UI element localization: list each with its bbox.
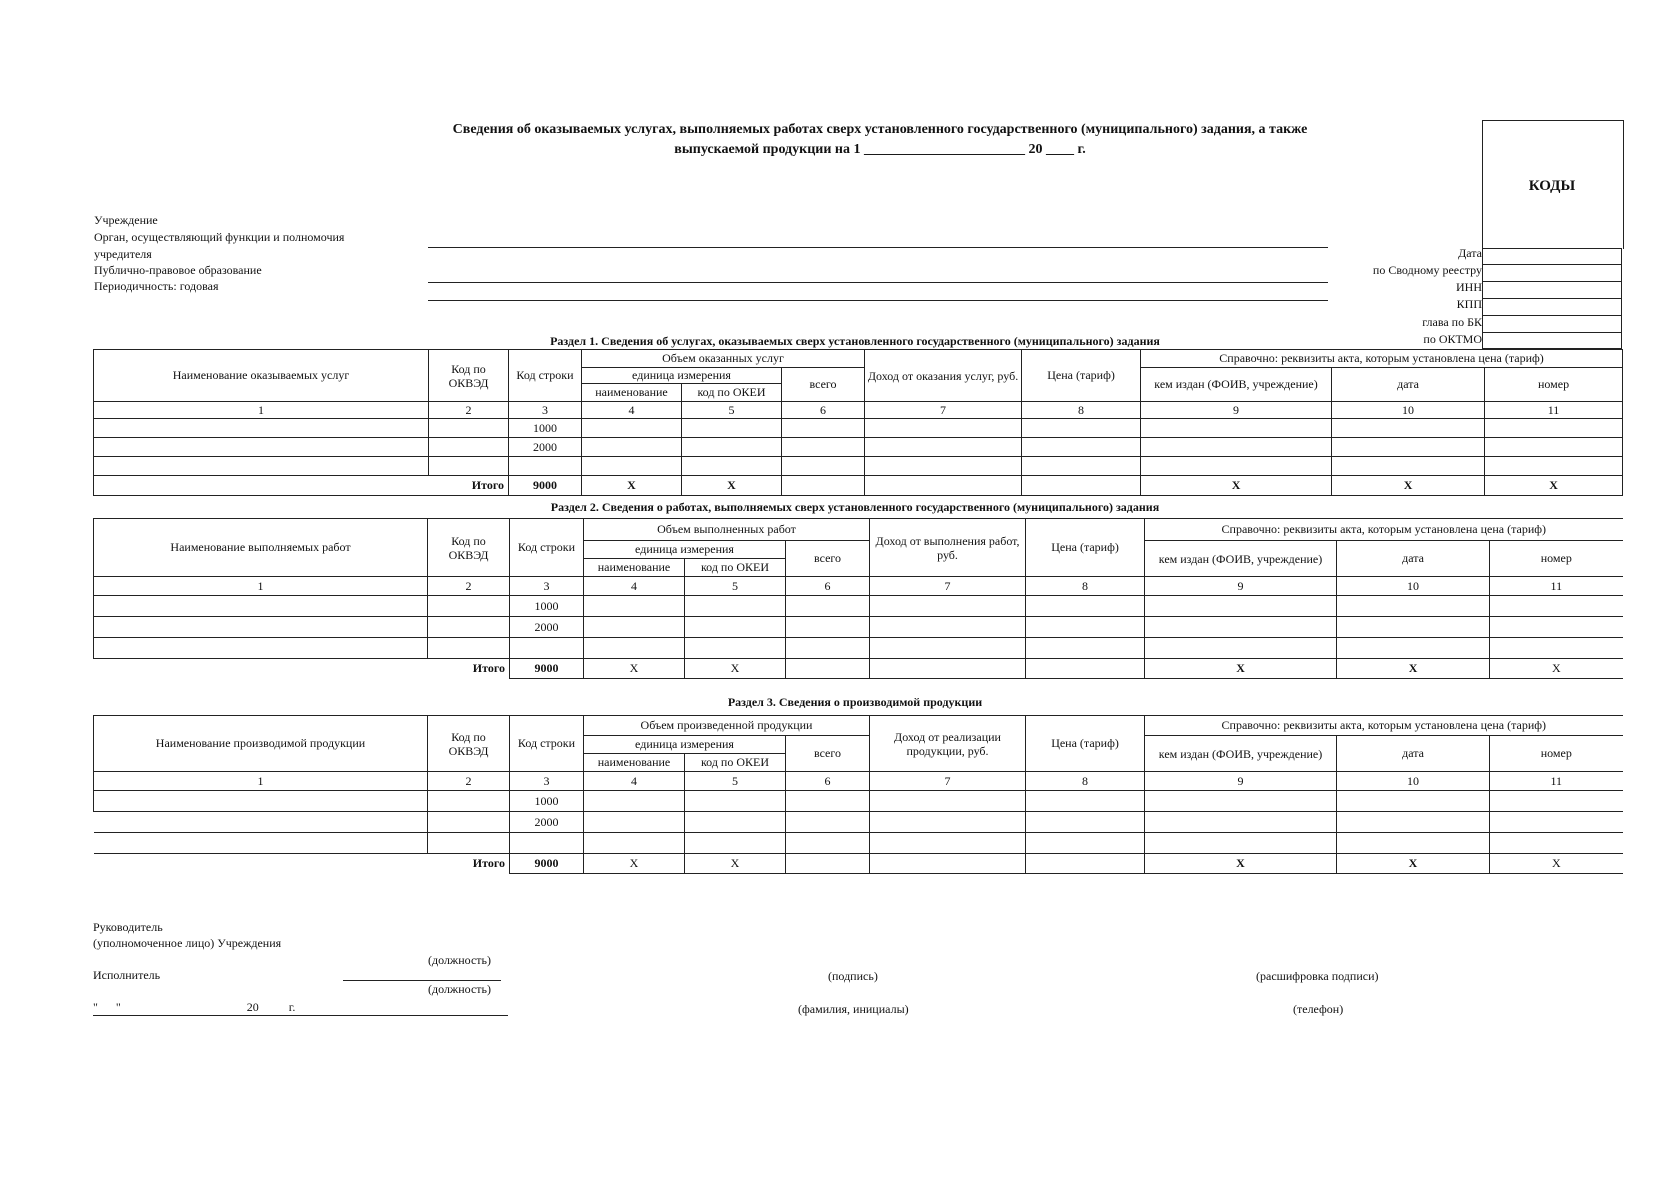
field-municipality: Публично-правовое образование	[94, 263, 262, 277]
data-cell[interactable]	[1026, 812, 1145, 833]
col-number: 9	[1145, 772, 1337, 791]
data-cell[interactable]	[870, 854, 1026, 874]
s3-col-row-code: Код строки	[510, 716, 584, 772]
data-cell[interactable]	[1485, 457, 1623, 476]
row-code: 2000	[510, 812, 584, 833]
data-cell[interactable]	[685, 812, 786, 833]
municipality-input-line[interactable]	[428, 282, 1328, 283]
data-cell[interactable]	[786, 596, 870, 617]
data-cell[interactable]	[1141, 457, 1332, 476]
s3-col-total: всего	[786, 736, 870, 772]
col-number: 10	[1337, 577, 1490, 596]
data-cell[interactable]	[682, 438, 782, 457]
data-cell[interactable]	[582, 419, 682, 438]
data-cell[interactable]	[1337, 596, 1490, 617]
data-cell[interactable]	[682, 419, 782, 438]
x-mark: X	[582, 476, 682, 496]
s3-col-unit: единица измерения	[584, 736, 786, 754]
code-cell-oktmo[interactable]	[1482, 333, 1622, 349]
data-cell[interactable]	[429, 438, 509, 457]
col-number: 8	[1022, 402, 1141, 419]
col-number: 7	[865, 402, 1022, 419]
s3-col-name: Наименование производимой продукции	[94, 716, 428, 772]
code-label-kpp: КПП	[1456, 297, 1482, 311]
data-cell[interactable]	[1337, 833, 1490, 854]
s1-col-okved: Код по ОКВЭД	[429, 350, 509, 402]
data-cell[interactable]	[1026, 791, 1145, 812]
s2-col-volume: Объем выполненных работ	[584, 519, 870, 541]
data-cell[interactable]	[428, 812, 510, 833]
s3-col-number: номер	[1490, 736, 1623, 772]
head-label-2: (уполномоченное лицо) Учреждения	[93, 936, 282, 950]
col-number: 10	[1332, 402, 1485, 419]
col-number: 5	[685, 772, 786, 791]
data-cell[interactable]	[1141, 419, 1332, 438]
s1-col-volume: Объем оказанных услуг	[582, 350, 865, 368]
row-code: 2000	[510, 617, 584, 638]
code-cell-date[interactable]	[1482, 248, 1622, 265]
data-cell[interactable]	[782, 438, 865, 457]
data-cell[interactable]	[94, 438, 429, 457]
data-cell[interactable]	[1337, 638, 1490, 659]
data-cell[interactable]	[786, 791, 870, 812]
col-number: 10	[1337, 772, 1490, 791]
s3-col-unit-name: наименование	[584, 754, 685, 772]
title-line-2: выпускаемой продукции на 1 _______________________ 20 ____ г.	[674, 142, 1086, 157]
col-number: 11	[1485, 402, 1623, 419]
s2-col-unit-name: наименование	[584, 559, 685, 577]
col-number: 6	[786, 772, 870, 791]
data-cell[interactable]	[1026, 833, 1145, 854]
s3-col-okved: Код по ОКВЭД	[428, 716, 510, 772]
total-row	[94, 854, 1623, 874]
data-cell[interactable]	[1145, 833, 1337, 854]
full-name-caption: (фамилия, инициалы)	[798, 1002, 909, 1016]
x-mark: X	[584, 659, 685, 679]
data-cell[interactable]	[94, 457, 429, 476]
col-number: 11	[1490, 577, 1623, 596]
data-cell[interactable]	[1026, 638, 1145, 659]
data-cell[interactable]	[584, 596, 685, 617]
x-mark: X	[1145, 854, 1337, 874]
data-cell[interactable]	[1022, 457, 1141, 476]
code-cell-kpp[interactable]	[1482, 299, 1622, 316]
data-cell[interactable]	[786, 833, 870, 854]
data-cell[interactable]	[1145, 791, 1337, 812]
col-number: 3	[510, 577, 584, 596]
section1-table	[93, 349, 1623, 496]
code-label-oktmo: по ОКТМО	[1423, 332, 1482, 346]
data-cell[interactable]	[429, 419, 509, 438]
s3-col-volume: Объем произведенной продукции	[584, 716, 870, 736]
field-founder-line1: Орган, осуществляющий функции и полномочия	[94, 230, 345, 244]
table-row	[94, 772, 1623, 791]
data-cell[interactable]	[870, 791, 1026, 812]
data-cell[interactable]	[1490, 791, 1623, 812]
periodicity-input-line[interactable]	[428, 300, 1328, 301]
s3-col-issuer: кем издан (ФОИВ, учреждение)	[1145, 736, 1337, 772]
date-line: " " 20 г.	[93, 1000, 296, 1014]
data-cell[interactable]	[428, 791, 510, 812]
code-label-registry: по Сводному реестру	[1372, 263, 1482, 277]
col-number: 3	[510, 772, 584, 791]
x-mark: X	[584, 854, 685, 874]
title-line-1: Сведения об оказываемых услугах, выполняемых работах сверх установленного государственного (муниципального) задания, а также	[452, 122, 1308, 137]
s2-col-total: всего	[786, 541, 870, 577]
data-cell[interactable]	[584, 638, 685, 659]
section2-table	[93, 518, 1623, 679]
s1-col-name: Наименование оказываемых услуг	[94, 350, 429, 402]
data-cell[interactable]	[870, 812, 1026, 833]
data-cell[interactable]	[1490, 638, 1623, 659]
s2-col-number: номер	[1490, 541, 1623, 577]
data-cell[interactable]	[782, 476, 865, 496]
phone-caption: (телефон)	[1293, 1002, 1344, 1016]
s2-col-name: Наименование выполняемых работ	[94, 519, 428, 577]
data-cell[interactable]	[870, 596, 1026, 617]
data-cell[interactable]	[1145, 812, 1337, 833]
table-row	[94, 596, 1623, 617]
data-cell[interactable]	[1026, 596, 1145, 617]
row-code: 1000	[510, 596, 584, 617]
data-cell[interactable]	[584, 833, 685, 854]
data-cell[interactable]	[786, 854, 870, 874]
total-label: Итого	[94, 854, 510, 874]
col-number: 9	[1141, 402, 1332, 419]
data-cell[interactable]	[94, 812, 428, 833]
s1-col-okei: код по ОКЕИ	[682, 384, 782, 402]
section3-table	[93, 715, 1623, 874]
data-cell[interactable]	[1490, 812, 1623, 833]
s2-col-issuer: кем издан (ФОИВ, учреждение)	[1145, 541, 1337, 577]
code-label-inn: ИНН	[1456, 280, 1482, 294]
s2-col-row-code: Код строки	[510, 519, 584, 577]
s2-col-okved: Код по ОКВЭД	[428, 519, 510, 577]
data-cell[interactable]	[94, 419, 429, 438]
data-cell[interactable]	[1485, 419, 1623, 438]
data-cell[interactable]	[584, 791, 685, 812]
data-cell[interactable]	[1332, 438, 1485, 457]
data-cell[interactable]	[1026, 659, 1145, 679]
data-cell[interactable]	[1145, 638, 1337, 659]
s1-col-date: дата	[1332, 368, 1485, 402]
s1-col-unit-name: наименование	[582, 384, 682, 402]
x-mark: X	[1332, 476, 1485, 496]
s3-col-date: дата	[1337, 736, 1490, 772]
s3-col-income: Доход от реализации продукции, руб.	[870, 716, 1026, 772]
data-cell[interactable]	[1332, 419, 1485, 438]
data-cell[interactable]	[428, 638, 510, 659]
table-row	[94, 791, 1623, 812]
x-mark: X	[1337, 659, 1490, 679]
data-cell[interactable]	[584, 812, 685, 833]
s3-col-ref: Справочно: реквизиты акта, которым установлена цена (тариф)	[1145, 716, 1623, 736]
data-cell[interactable]	[1145, 596, 1337, 617]
s2-col-price: Цена (тариф)	[1026, 519, 1145, 577]
data-cell[interactable]	[685, 617, 786, 638]
row-code	[509, 457, 582, 476]
executor-label: Исполнитель	[93, 968, 161, 982]
table-row	[94, 577, 1623, 596]
data-cell[interactable]	[782, 457, 865, 476]
executor-position-line[interactable]	[343, 980, 501, 981]
data-cell[interactable]	[582, 438, 682, 457]
data-cell[interactable]	[782, 419, 865, 438]
col-number: 9	[1145, 577, 1337, 596]
section2-title: Раздел 2. Сведения о работах, выполняемых сверх установленного государственного (муниципального) задания	[550, 500, 1160, 514]
col-number: 5	[682, 402, 782, 419]
x-mark: X	[1141, 476, 1332, 496]
data-cell[interactable]	[1490, 617, 1623, 638]
code-cell-inn[interactable]	[1482, 282, 1622, 299]
col-number: 4	[582, 402, 682, 419]
total-code: 9000	[510, 659, 584, 679]
col-number: 4	[584, 577, 685, 596]
field-institution: Учреждение	[94, 213, 158, 227]
col-number: 8	[1026, 577, 1145, 596]
data-cell[interactable]	[786, 659, 870, 679]
date-underline[interactable]	[93, 1015, 508, 1016]
s1-col-number: номер	[1485, 368, 1623, 402]
s2-col-income: Доход от выполнения работ, руб.	[870, 519, 1026, 577]
col-number: 4	[584, 772, 685, 791]
s2-col-date: дата	[1337, 541, 1490, 577]
data-cell[interactable]	[685, 791, 786, 812]
table-row	[94, 833, 1623, 854]
x-mark: X	[1490, 659, 1623, 679]
s1-col-price: Цена (тариф)	[1022, 350, 1141, 402]
col-number: 3	[509, 402, 582, 419]
data-cell[interactable]	[685, 833, 786, 854]
data-cell[interactable]	[865, 438, 1022, 457]
data-cell[interactable]	[428, 596, 510, 617]
col-number: 7	[870, 577, 1026, 596]
data-cell[interactable]	[1490, 833, 1623, 854]
data-cell[interactable]	[786, 617, 870, 638]
data-cell[interactable]	[94, 833, 428, 854]
signature-decode-caption: (расшифровка подписи)	[1256, 969, 1379, 983]
data-cell[interactable]	[429, 457, 509, 476]
col-number: 5	[685, 577, 786, 596]
codes-header: КОДЫ	[1528, 178, 1576, 194]
data-cell[interactable]	[865, 476, 1022, 496]
data-cell[interactable]	[94, 638, 428, 659]
s1-col-ref: Справочно: реквизиты акта, которым установлена цена (тариф)	[1141, 350, 1623, 368]
x-mark: X	[682, 476, 782, 496]
col-number: 2	[429, 402, 509, 419]
position-caption-2: (должность)	[428, 982, 491, 996]
total-row	[94, 476, 1623, 496]
col-number: 11	[1490, 772, 1623, 791]
data-cell[interactable]	[1337, 812, 1490, 833]
total-label: Итого	[94, 476, 509, 496]
data-cell[interactable]	[1490, 596, 1623, 617]
data-cell[interactable]	[1022, 476, 1141, 496]
code-label-date: Дата	[1458, 246, 1482, 260]
section3-title: Раздел 3. Сведения о производимой продукции	[727, 695, 983, 709]
table-row	[94, 617, 1623, 638]
table-row	[94, 812, 1623, 833]
x-mark: X	[1485, 476, 1623, 496]
data-cell[interactable]	[1145, 617, 1337, 638]
row-code: 2000	[509, 438, 582, 457]
data-cell[interactable]	[1022, 419, 1141, 438]
col-number: 8	[1026, 772, 1145, 791]
table-row	[94, 638, 1623, 659]
table-row	[94, 419, 1623, 438]
s1-col-unit: единица измерения	[582, 368, 782, 384]
row-code: 1000	[509, 419, 582, 438]
s3-col-okei: код по ОКЕИ	[685, 754, 786, 772]
data-cell[interactable]	[94, 617, 428, 638]
s1-col-income: Доход от оказания услуг, руб.	[865, 350, 1022, 402]
table-row	[94, 438, 1623, 457]
row-code	[510, 833, 584, 854]
position-caption-1: (должность)	[428, 953, 491, 967]
data-cell[interactable]	[1022, 438, 1141, 457]
data-cell[interactable]	[685, 638, 786, 659]
data-cell[interactable]	[1337, 617, 1490, 638]
data-cell[interactable]	[786, 812, 870, 833]
col-number: 7	[870, 772, 1026, 791]
total-row	[94, 659, 1623, 679]
col-number: 2	[428, 577, 510, 596]
data-cell[interactable]	[865, 419, 1022, 438]
x-mark: X	[685, 854, 786, 874]
field-founder-line2: учредителя	[94, 247, 152, 261]
data-cell[interactable]	[685, 596, 786, 617]
code-cell-bk[interactable]	[1482, 316, 1622, 333]
founder-input-line[interactable]	[428, 247, 1328, 248]
total-code: 9000	[510, 854, 584, 874]
code-label-bk: глава по БК	[1422, 315, 1482, 329]
data-cell[interactable]	[870, 638, 1026, 659]
x-mark: X	[685, 659, 786, 679]
data-cell[interactable]	[1141, 438, 1332, 457]
data-cell[interactable]	[865, 457, 1022, 476]
data-cell[interactable]	[870, 617, 1026, 638]
table-row	[94, 402, 1623, 419]
document-title	[380, 120, 1380, 160]
data-cell[interactable]	[584, 617, 685, 638]
data-cell[interactable]	[1332, 457, 1485, 476]
x-mark: X	[1337, 854, 1490, 874]
x-mark: X	[1490, 854, 1623, 874]
data-cell[interactable]	[582, 457, 682, 476]
s1-col-row-code: Код строки	[509, 350, 582, 402]
x-mark: X	[1145, 659, 1337, 679]
row-code	[510, 638, 584, 659]
signature-caption: (подпись)	[828, 969, 878, 983]
code-cell-registry[interactable]	[1482, 265, 1622, 282]
col-number: 1	[94, 577, 428, 596]
s2-col-ref: Справочно: реквизиты акта, которым установлена цена (тариф)	[1145, 519, 1623, 541]
col-number: 2	[428, 772, 510, 791]
table-row	[94, 457, 1623, 476]
s1-col-issuer: кем издан (ФОИВ, учреждение)	[1141, 368, 1332, 402]
section1-title: Раздел 1. Сведения об услугах, оказываемых сверх установленного государственного (муниципального) задания	[550, 334, 1160, 348]
data-cell[interactable]	[1026, 854, 1145, 874]
s2-col-unit: единица измерения	[584, 541, 786, 559]
data-cell[interactable]	[1485, 438, 1623, 457]
data-cell[interactable]	[1337, 791, 1490, 812]
s2-col-okei: код по ОКЕИ	[685, 559, 786, 577]
data-cell[interactable]	[682, 457, 782, 476]
data-cell[interactable]	[870, 833, 1026, 854]
col-number: 1	[94, 402, 429, 419]
data-cell[interactable]	[428, 833, 510, 854]
data-cell[interactable]	[94, 791, 428, 812]
row-code: 1000	[510, 791, 584, 812]
field-periodicity: Периодичность: годовая	[94, 279, 219, 293]
col-number: 1	[94, 772, 428, 791]
data-cell[interactable]	[786, 638, 870, 659]
total-label: Итого	[94, 659, 510, 679]
data-cell[interactable]	[428, 617, 510, 638]
s3-col-price: Цена (тариф)	[1026, 716, 1145, 772]
data-cell[interactable]	[870, 659, 1026, 679]
total-code: 9000	[509, 476, 582, 496]
col-number: 6	[786, 577, 870, 596]
data-cell[interactable]	[1026, 617, 1145, 638]
data-cell[interactable]	[94, 596, 428, 617]
col-number: 6	[782, 402, 865, 419]
head-label-1: Руководитель	[93, 920, 163, 934]
s1-col-total: всего	[782, 368, 865, 402]
